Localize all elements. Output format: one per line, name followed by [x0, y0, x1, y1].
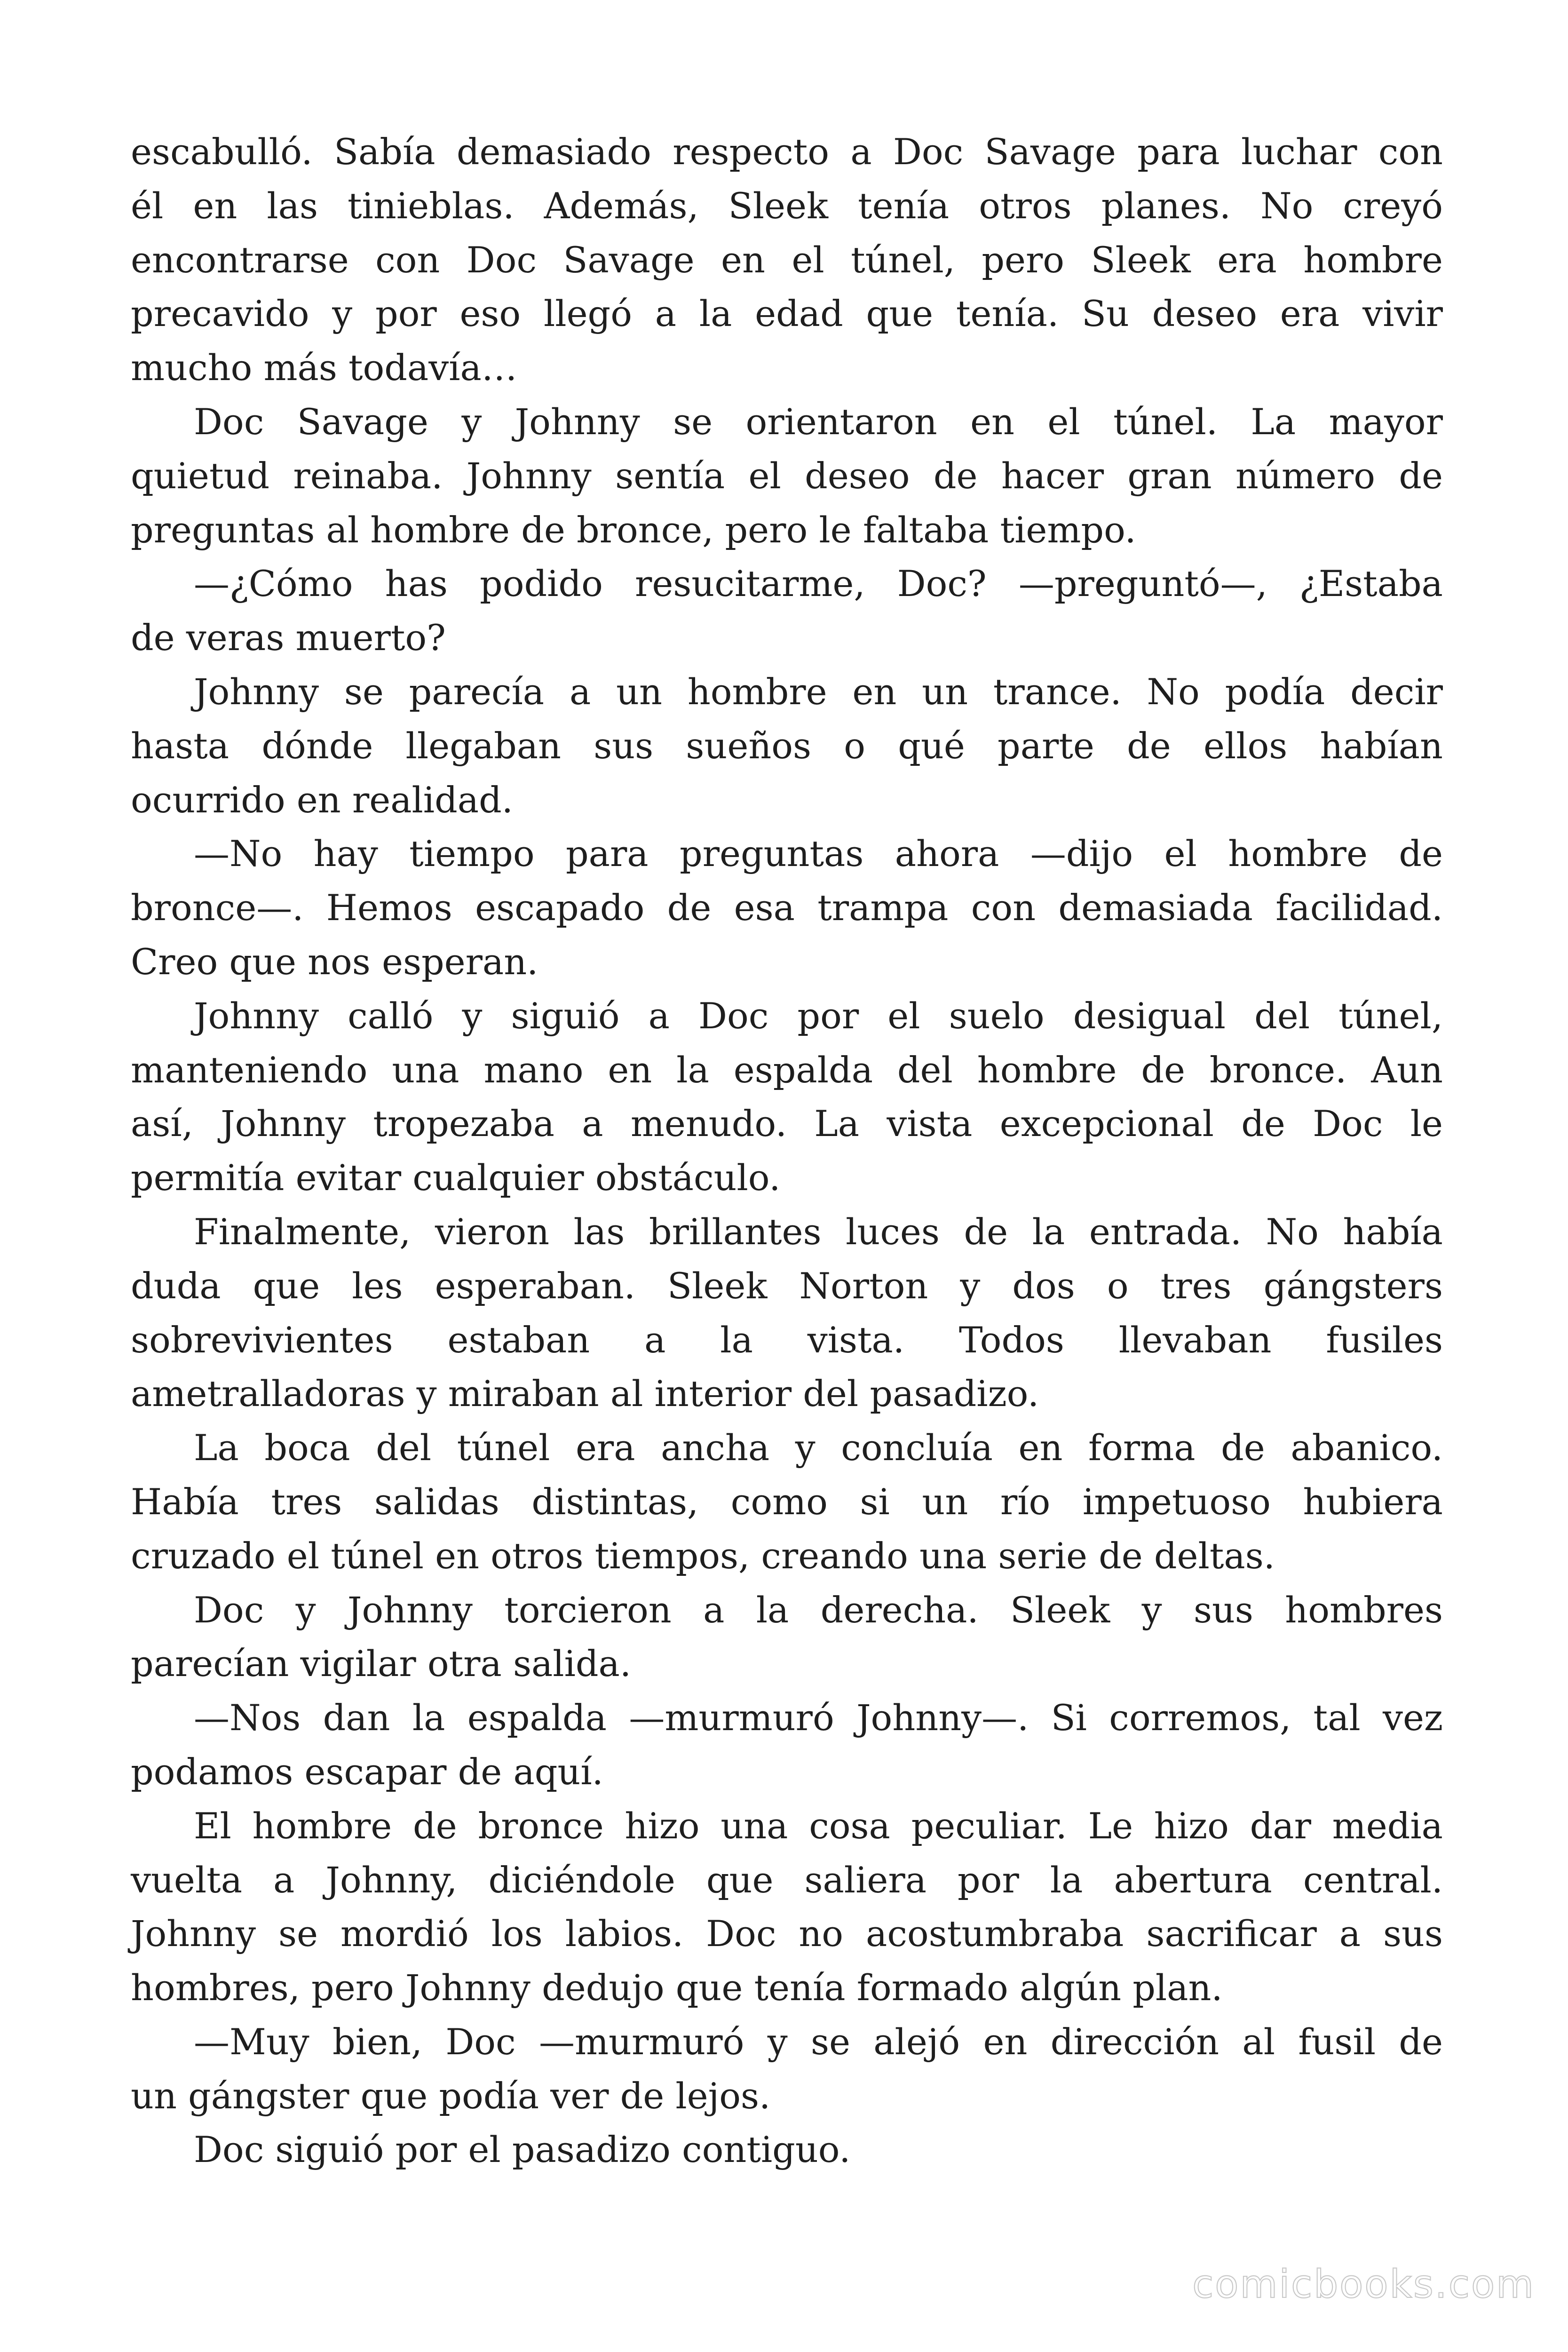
text-line: permitía evitar cualquier obstáculo.: [131, 1157, 781, 1199]
text-line: quietud reinaba. Johnny sentía el deseo de hacer gran número de: [131, 454, 1443, 497]
text-line: mucho más todavía…: [131, 347, 517, 389]
text-line: manteniendo una mano en la espalda del hombre de bronce. Aun: [131, 1049, 1443, 1091]
text-line: —Muy bien, Doc —murmuró y se alejó en dirección al fusil de: [194, 2020, 1443, 2063]
text-line: encontrarse con Doc Savage en el túnel, pero Sleek era hombre: [131, 238, 1443, 281]
paragraph: [131, 2123, 1443, 2177]
text-line: él en las tinieblas. Además, Sleek tenía otros planes. No creyó: [131, 184, 1443, 227]
text-line: Finalmente, vieron las brillantes luces de la entrada. No había: [194, 1210, 1443, 1253]
text-line: Doc siguió por el pasadizo contiguo.: [194, 2129, 851, 2171]
paragraph: [131, 395, 1443, 557]
text-line: —No hay tiempo para preguntas ahora —dijo el hombre de: [194, 833, 1443, 875]
text-line: duda que les esperaban. Sleek Norton y dos o tres gángsters: [131, 1264, 1443, 1307]
paragraph: [131, 1421, 1443, 1583]
paragraph: [131, 665, 1443, 827]
paragraph: [131, 125, 1443, 395]
text-line: hasta dónde llegaban sus sueños o qué parte de ellos habían: [131, 724, 1443, 767]
text-line: —Nos dan la espalda —murmuró Johnny—. Si corremos, tal vez: [194, 1697, 1443, 1739]
text-line: ametralladoras y miraban al interior del pasadizo.: [131, 1373, 1039, 1415]
text-line: de veras muerto?: [131, 617, 446, 659]
paragraph: [131, 557, 1443, 665]
text-line: precavido y por eso llegó a la edad que tenía. Su deseo era vivir: [131, 293, 1443, 335]
text-line: un gángster que podía ver de lejos.: [131, 2074, 771, 2117]
text-line: podamos escapar de aquí.: [131, 1750, 603, 1793]
text-line: El hombre de bronce hizo una cosa peculiar. Le hizo dar media: [194, 1804, 1443, 1847]
paragraph: [131, 1583, 1443, 1692]
paragraph: [131, 1799, 1443, 2015]
paragraph: [131, 2015, 1443, 2123]
text-line: escabulló. Sabía demasiado respecto a Doc Savage para luchar con: [131, 131, 1443, 173]
text-line: Johnny se mordió los labios. Doc no acostumbraba sacrificar a sus: [131, 1913, 1443, 1955]
text-line: cruzado el túnel en otros tiempos, creando una serie de deltas.: [131, 1534, 1275, 1577]
paragraph: [131, 827, 1443, 989]
paragraph: [131, 989, 1443, 1205]
watermark: comicbooks.com: [1192, 2262, 1535, 2307]
text-line: preguntas al hombre de bronce, pero le faltaba tiempo.: [131, 509, 1136, 551]
text-line: bronce—. Hemos escapado de esa trampa con demasiada facilidad.: [131, 887, 1443, 929]
text-line: —¿Cómo has podido resucitarme, Doc? —preguntó—, ¿Estaba: [194, 563, 1443, 605]
text-line: Creo que nos esperan.: [131, 940, 539, 983]
paragraph: [131, 1691, 1443, 1799]
paragraph: [131, 1205, 1443, 1421]
text-line: Había tres salidas distintas, como si un río impetuoso hubiera: [131, 1480, 1443, 1523]
text-line: Doc y Johnny torcieron a la derecha. Sleek y sus hombres: [194, 1589, 1443, 1631]
text-line: vuelta a Johnny, diciéndole que saliera por la abertura central.: [131, 1859, 1443, 1901]
text-line: ocurrido en realidad.: [131, 779, 513, 821]
text-line: La boca del túnel era ancha y concluía en forma de abanico.: [194, 1427, 1443, 1469]
text-line: Johnny se parecía a un hombre en un trance. No podía decir: [194, 670, 1443, 713]
text-line: hombres, pero Johnny dedujo que tenía formado algún plan.: [131, 1967, 1223, 2009]
text-line: sobrevivientes estaban a la vista. Todos llevaban fusiles: [131, 1319, 1443, 1361]
body-text: [131, 125, 1443, 2177]
text-line: Doc Savage y Johnny se orientaron en el túnel. La mayor: [194, 400, 1443, 443]
text-line: Johnny calló y siguió a Doc por el suelo desigual del túnel,: [194, 994, 1443, 1037]
text-line: así, Johnny tropezaba a menudo. La vista excepcional de Doc le: [131, 1103, 1443, 1145]
text-line: parecían vigilar otra salida.: [131, 1643, 631, 1685]
